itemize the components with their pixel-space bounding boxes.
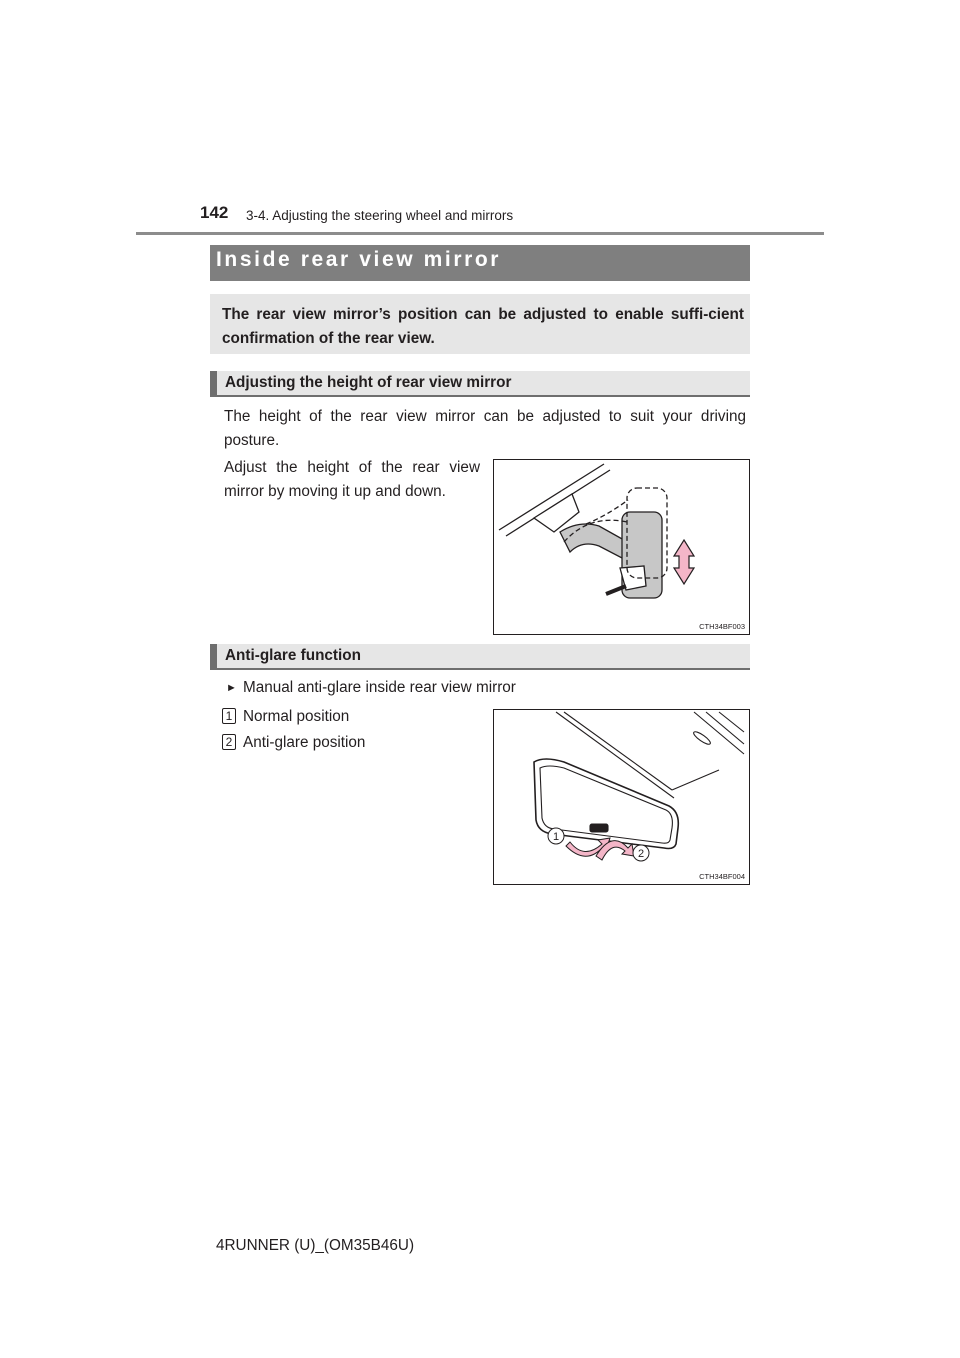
bullet-arrow-icon: ► (226, 682, 237, 694)
page-number: 142 (200, 203, 229, 222)
figure-code-1: CTH34BF003 (699, 622, 745, 631)
subsection-accent (210, 644, 217, 670)
antiglare-illustration (494, 710, 749, 884)
subsection-heading-height: Adjusting the height of rear view mirror (225, 374, 512, 391)
up-down-arrow-icon (674, 540, 694, 584)
breadcrumb: 3-4. Adjusting the steering wheel and mirrors (246, 208, 514, 223)
figure-code-2: CTH34BF004 (699, 872, 745, 881)
height-paragraph-2: Adjust the height of the rear view mirror by moving it up and down. (224, 459, 480, 500)
number-1-icon: 1 (222, 708, 236, 724)
callout-2: 2 (637, 848, 645, 860)
header-divider (136, 232, 824, 235)
section-title: Inside rear view mirror (216, 248, 502, 271)
subsection-accent (210, 371, 217, 397)
intro-text: The rear view mirror’s position can be adjusted to enable suffi-cient confirmation of the rear view. (222, 306, 744, 347)
item-antiglare-position: Anti-glare position (243, 734, 366, 751)
figure-antiglare (493, 709, 750, 885)
number-2-icon: 2 (222, 734, 236, 750)
height-paragraph-1: The height of the rear view mirror can be adjusted to suit your driving posture. (224, 408, 746, 449)
footer-model: 4RUNNER (U)_(OM35B46U) (216, 1237, 415, 1254)
callout-1: 1 (552, 831, 560, 843)
bullet-text: Manual anti-glare inside rear view mirror (243, 679, 516, 696)
mirror-height-illustration (494, 460, 749, 634)
figure-mirror-height (493, 459, 750, 635)
subsection-heading-antiglare: Anti-glare function (225, 647, 361, 664)
item-normal-position: Normal position (243, 708, 350, 725)
